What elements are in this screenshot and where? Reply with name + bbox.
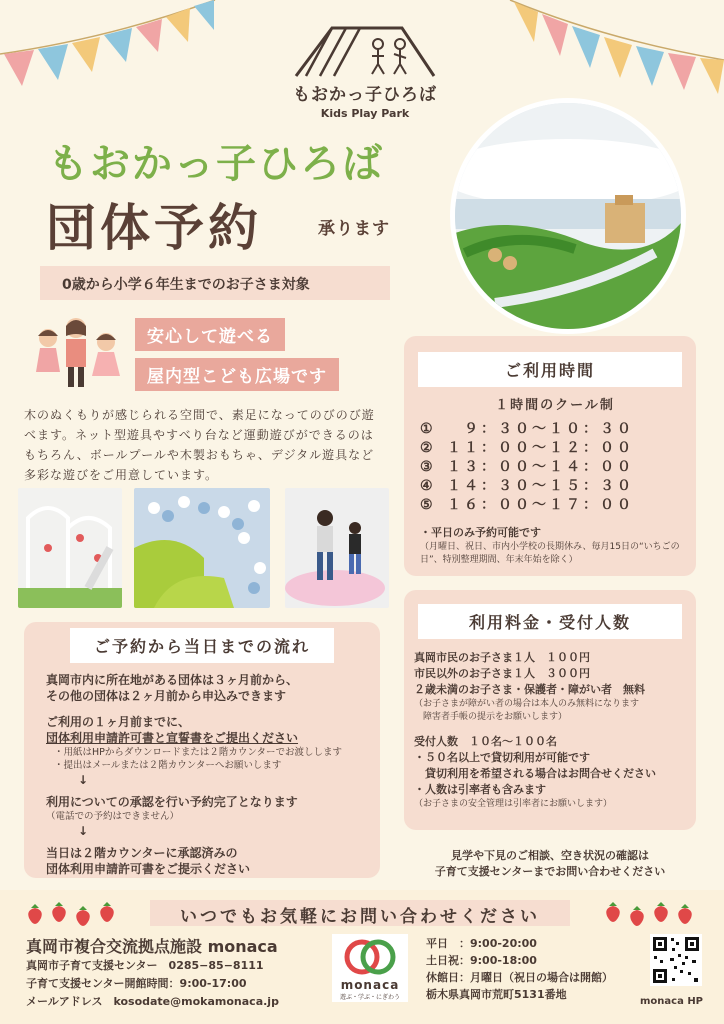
page-title: 団体予約 [46, 199, 262, 257]
target-audience: 0歳から小学６年生までのお子さま対象 [62, 277, 310, 293]
play-structure-icon [292, 22, 438, 80]
fees-title: 利用料金・受付人数 [418, 604, 682, 639]
flow-steps [46, 672, 376, 877]
logo-subtitle: Kids Play Park [320, 107, 410, 120]
open-weekend: 土日祝：9:00-18:00 [426, 954, 537, 967]
fee-note-1: （お子さまが障がい者の場合は本人のみ無料になります [414, 699, 640, 709]
hours-content [420, 398, 690, 567]
hours-slot-1: ① ９：３０～１０：３０ [420, 421, 634, 437]
center-hours: 子育て支援センター開館時間：9:00-17:00 [26, 977, 247, 990]
open-weekday: 平日 ：9:00-20:00 [426, 937, 537, 950]
logo-name: もおかっ子ひろば [293, 85, 437, 105]
digital-play-photo [285, 488, 389, 608]
strawberry-icon [98, 902, 116, 922]
flow-step2-note1: ・用紙はHPからダウンロードまたは２階カウンターでお渡しします [54, 747, 342, 758]
flow-step1-line2: その他の団体は２ヶ月前から申込みできます [46, 689, 287, 703]
monaca-logo-mark [342, 938, 398, 976]
visit-line-2: 子育て支援センターまでお問い合わせください [434, 865, 666, 878]
capacity-note: （お子さまの安全管理は引率者にお願いします） [414, 799, 613, 809]
strawberry-icon [652, 902, 670, 922]
flow-step2-line1: ご利用の１ヶ月前までに、 [46, 715, 191, 729]
hours-slot-2: ② １１：００～１２：００ [420, 440, 634, 456]
monaca-tagline: 遊ぶ・学ぶ・にぎわう [339, 994, 400, 1001]
hours-slot-4: ④ １４：３０～１５：３０ [420, 478, 634, 494]
hours-slot-5: ⑤ １６：００～１７：００ [420, 497, 634, 513]
capacity-leaders: ・人数は引率者も含みます [414, 783, 546, 796]
strawberry-icon [26, 904, 44, 924]
qr-code[interactable] [650, 934, 702, 986]
flow-step4-line2: 団体利用申請許可書をご提示ください [46, 862, 251, 876]
flow-step2-line2: 団体利用申請許可書と宣誓書をご提出ください [46, 731, 299, 745]
hours-slot-3: ③ １３：００～１４：００ [420, 459, 634, 475]
flow-arrow-1: ↓ [78, 773, 89, 787]
net-playground-photo [18, 488, 122, 608]
bunting-left [0, 0, 220, 100]
flow-step1-line1: 真岡市内に所在地がある団体は３ヶ月前から、 [46, 673, 299, 687]
address: 栃木県真岡市荒町5131番地 [426, 988, 567, 1001]
flow-title: ご予約から当日までの流れ [70, 628, 334, 663]
title-suffix: 承ります [318, 219, 390, 239]
monaca-hp-label: monaca HP [640, 996, 704, 1007]
hours-exclusions: （月曜日、祝日、市内小学校の長期休み、毎月15日の“いちごの日”、特別整理期間、年末年始を除く） [420, 542, 680, 565]
capacity-charter-contact: 貸切利用を希望される場合はお問合せください [414, 767, 656, 780]
center-email: メールアドレス kosodate@mokamonaca.jp [26, 995, 279, 1008]
ball-pool-photo [134, 488, 270, 608]
strawberry-icon [50, 902, 68, 922]
flow-arrow-2: ↓ [78, 824, 89, 838]
hours-note: ・平日のみ予約可能です [420, 526, 541, 539]
fee-nonresident: 市民以外のお子さま１人 ３００円 [414, 667, 590, 680]
play-area-photo [450, 98, 686, 334]
fee-free: ２歳未満のお子さま・保護者・障がい者 無料 [414, 683, 645, 696]
monaca-logo [332, 934, 408, 1002]
title-green: もおかっ子ひろば [48, 141, 384, 187]
flow-step3-note: （電話での予約はできません） [46, 811, 180, 822]
flow-step4-line1: 当日は２階カウンターに承認済みの [46, 846, 238, 860]
facility-name: 真岡市複合交流拠点施設 monaca [26, 937, 278, 956]
strawberry-icon [628, 906, 646, 926]
fees-content [414, 650, 694, 811]
visit-line-1: 見学や下見のご相談、空き状況の確認は [451, 849, 649, 862]
strawberry-icon [604, 902, 622, 922]
hours-subtitle: １時間のクール制 [495, 398, 615, 413]
strawberry-icon [74, 906, 92, 926]
bunting-right [508, 0, 724, 100]
flow-step2-note2: ・提出はメールまたは２階カウンターへお願いします [54, 760, 282, 771]
center-phone: 真岡市子育て支援センター 0285−85−8111 [26, 959, 264, 972]
feature-label-indoor: 屋内型こども広場です [135, 358, 339, 391]
description-text: 木のぬくもりが感じられる空間で、素足になってのびのび遊べます。ネット型遊具やすべり台など運動遊びができるのはもちろん、ボールプールや木製おもちゃ、デジタル遊具など多彩な遊びをご用意しています。 [24, 408, 375, 482]
feature-label-safe: 安心して遊べる [135, 318, 285, 351]
strawberry-icon [676, 904, 694, 924]
capacity: 受付人数 １０名～１００名 [414, 735, 557, 748]
closed-days: 休館日：月曜日（祝日の場合は開館） [426, 971, 613, 984]
kids-illustration [26, 314, 126, 390]
fee-resident: 真岡市民のお子さま１人 １００円 [414, 651, 590, 664]
kids-play-park-logo [270, 22, 460, 122]
contact-heading: いつでもお気軽にお問い合わせください [180, 907, 540, 927]
flow-step3-line1: 利用についての承認を行い予約完了となります [46, 795, 298, 809]
capacity-charter: ・５０名以上で貸切利用が可能です [414, 751, 590, 764]
hours-title: ご利用時間 [418, 352, 682, 387]
fee-note-2: 障害者手帳の提示をお願いします） [414, 712, 568, 722]
monaca-logo-text: monaca [340, 978, 400, 992]
